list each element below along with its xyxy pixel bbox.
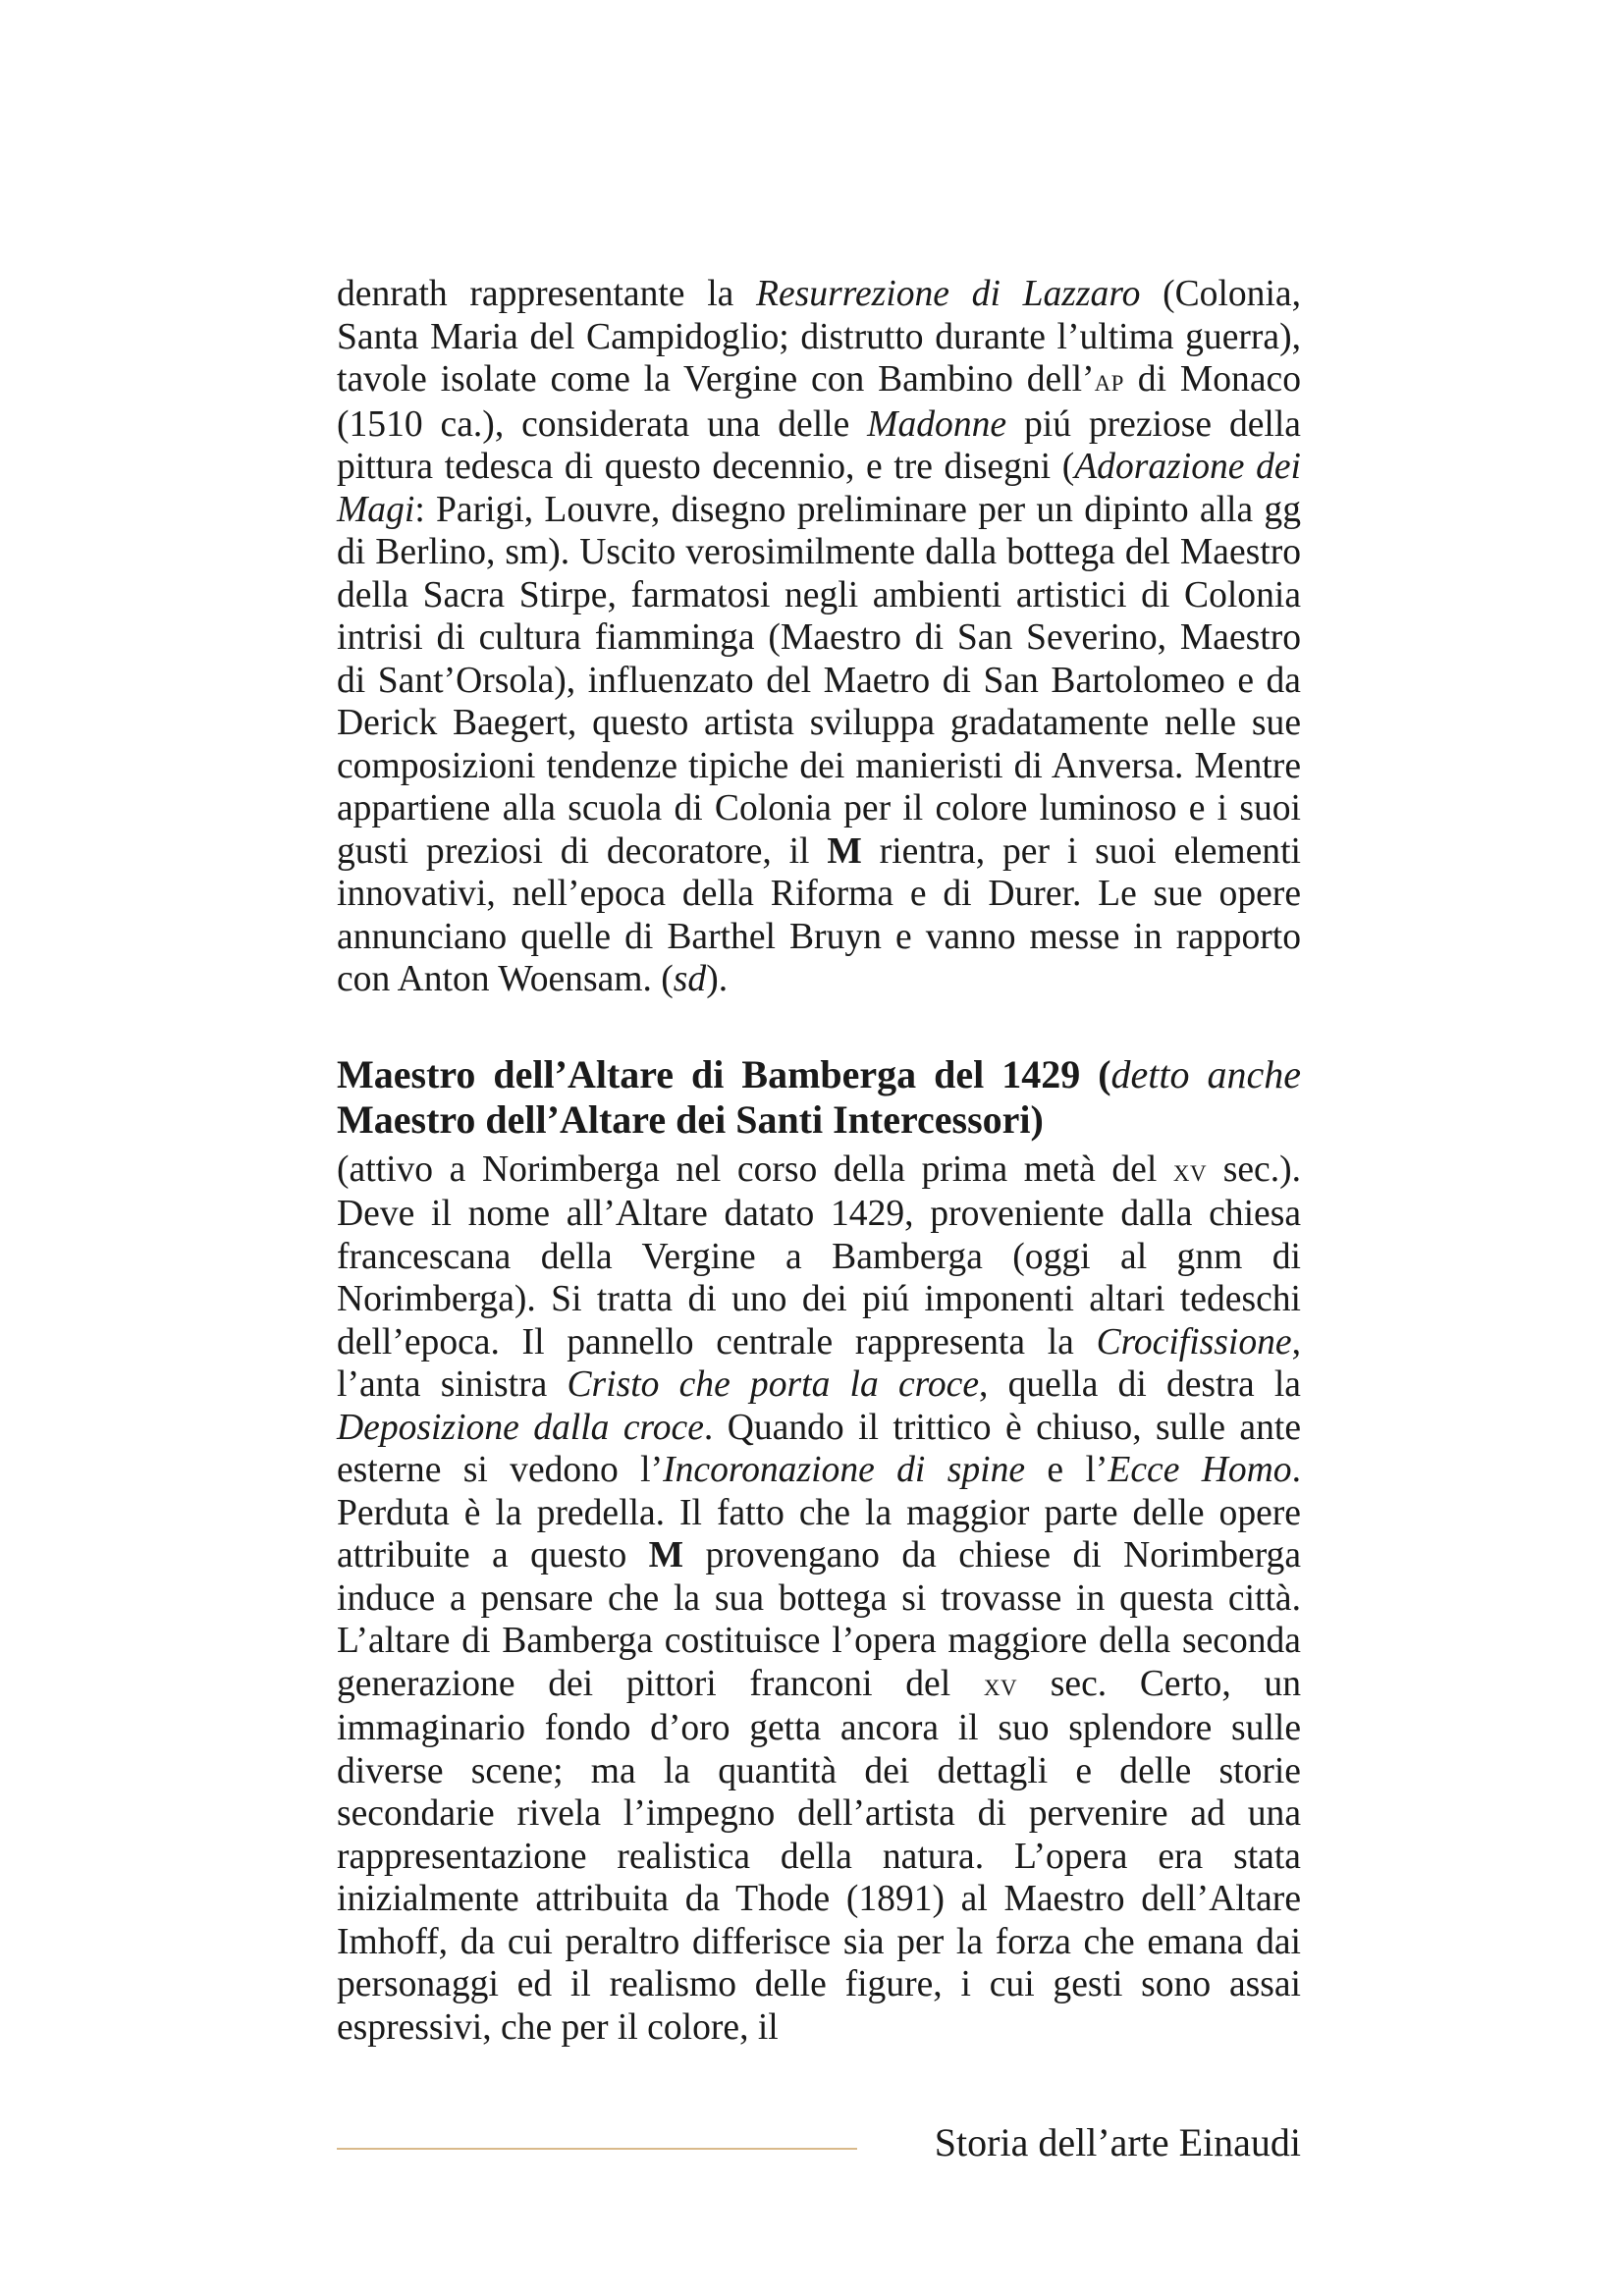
bold-abbrev: M [648, 1535, 684, 1575]
italic-title: Ecce Homo [1108, 1450, 1292, 1490]
text-run: sec.). Deve il nome all’Altare datato 1429, proveniente dalla chiesa francescana della Vergine a Bamberga (oggi al gnm di Norimberga). Si tratta di uno dei piú imponenti altari tedeschi dell’epoca. Il pannello centrale rappresenta la [337, 1148, 1301, 1362]
heading-text: Maestro dell’Altare di Bamberga del 1429 ( [337, 1051, 1111, 1096]
footer-title: Storia dell’arte Einaudi [934, 2120, 1301, 2164]
author-initials: sd [673, 959, 707, 999]
italic-title: Incoronazione di spine [663, 1450, 1026, 1490]
heading-italic: detto anche [1110, 1051, 1302, 1096]
italic-title: Crocifissione [1096, 1321, 1292, 1362]
text-run: piú preziose della pittura tedesca di questo decennio, e tre disegni ( [337, 403, 1301, 487]
text-run: (attivo a Norimberga nel corso della prima metà del [337, 1148, 1173, 1190]
italic-title: Resurrezione di Lazzaro [756, 274, 1141, 314]
text-run: ). [706, 959, 729, 999]
text-run: denrath rappresentante la [337, 274, 757, 314]
small-caps-abbrev: ap [1094, 363, 1124, 399]
text-run: provengano da chiese di Norimberga induce a pensare che la sua bottega si trovasse in questa città. L’altare di Bamberga costituisce l’opera maggiore della seconda generazione dei pittori franconi del [337, 1535, 1302, 1704]
text-run: . Perduta è la predella. Il fatto che la maggior parte delle opere attribuite a questo [337, 1450, 1302, 1575]
entry-heading [337, 1052, 1301, 1143]
small-caps-century: xv [1172, 1152, 1208, 1189]
text-run: e l’ [1025, 1450, 1109, 1490]
heading-text: Maestro dell’Altare dei Santi Intercessori) [337, 1096, 1044, 1142]
text-run: rientra, per i suoi elementi innovativi, nell’epoca della Riforma e di Durer. Le sue opere annunciano quelle di Barthel Bruyn e vanno messe in rapporto con Anton Woensam. ( [337, 830, 1301, 999]
footer-rule [337, 2148, 857, 2150]
small-caps-century: xv [983, 1667, 1018, 1703]
page-footer [337, 2118, 1301, 2167]
entry-continuation-paragraph [337, 273, 1301, 1001]
page-body [337, 273, 1301, 2049]
text-run: , l’anta sinistra [337, 1321, 1301, 1405]
text-run: di Monaco (1510 ca.), considerata una delle [337, 359, 1301, 445]
italic-title: Adorazione dei Magi [337, 447, 1301, 530]
italic-title: Cristo che porta la croce [567, 1364, 979, 1405]
italic-title: Deposizione dalla croce [337, 1407, 704, 1448]
text-run: : Parigi, Louvre, disegno preliminare per un dipinto alla gg di Berlino, sm). Uscito verosimilmente dalla bottega del Maestro della Sacra Stirpe, farmatosi negli ambienti artistici di Colonia intrisi di cultura fiamminga (Maestro di San Severino, Maestro di Sant’Orsola), influenzato del Maetro di San Bartolomeo e da Derick Baegert, questo artista sviluppa gradatamente nelle sue composizioni tendenze tipiche dei manieristi di Anversa. Mentre appartiene alla scuola di Colonia per il colore luminoso e i suoi gusti preziosi di decoratore, il [337, 489, 1301, 872]
text-run: . Quando il trittico è chiuso, sulle ante esterne si vedono l’ [337, 1407, 1301, 1490]
text-run: (Colonia, Santa Maria del Campidoglio; distrutto durante l’ultima guerra), tavole isolate come la Vergine con Bambino dell’ [337, 274, 1301, 400]
bold-abbrev: M [827, 830, 862, 872]
text-run: sec. Certo, un immaginario fondo d’oro getta ancora il suo splendore sulle diverse scene; ma la quantità dei dettagli e delle storie secondarie rivela l’impegno dell’artista di pervenire ad una rappresentazione realistica della natura. L’opera era stata inizialmente attribuita da Thode (1891) al Maestro dell’Altare Imhoff, da cui peraltro differisce sia per la forza che emana dai personaggi ed il realismo delle figure, i cui gesti sono assai espressivi, che per il colore, il [337, 1663, 1301, 2048]
entry-paragraph [337, 1148, 1301, 2050]
italic-title: Madonne [867, 403, 1007, 445]
text-run: , quella di destra la [979, 1364, 1301, 1405]
